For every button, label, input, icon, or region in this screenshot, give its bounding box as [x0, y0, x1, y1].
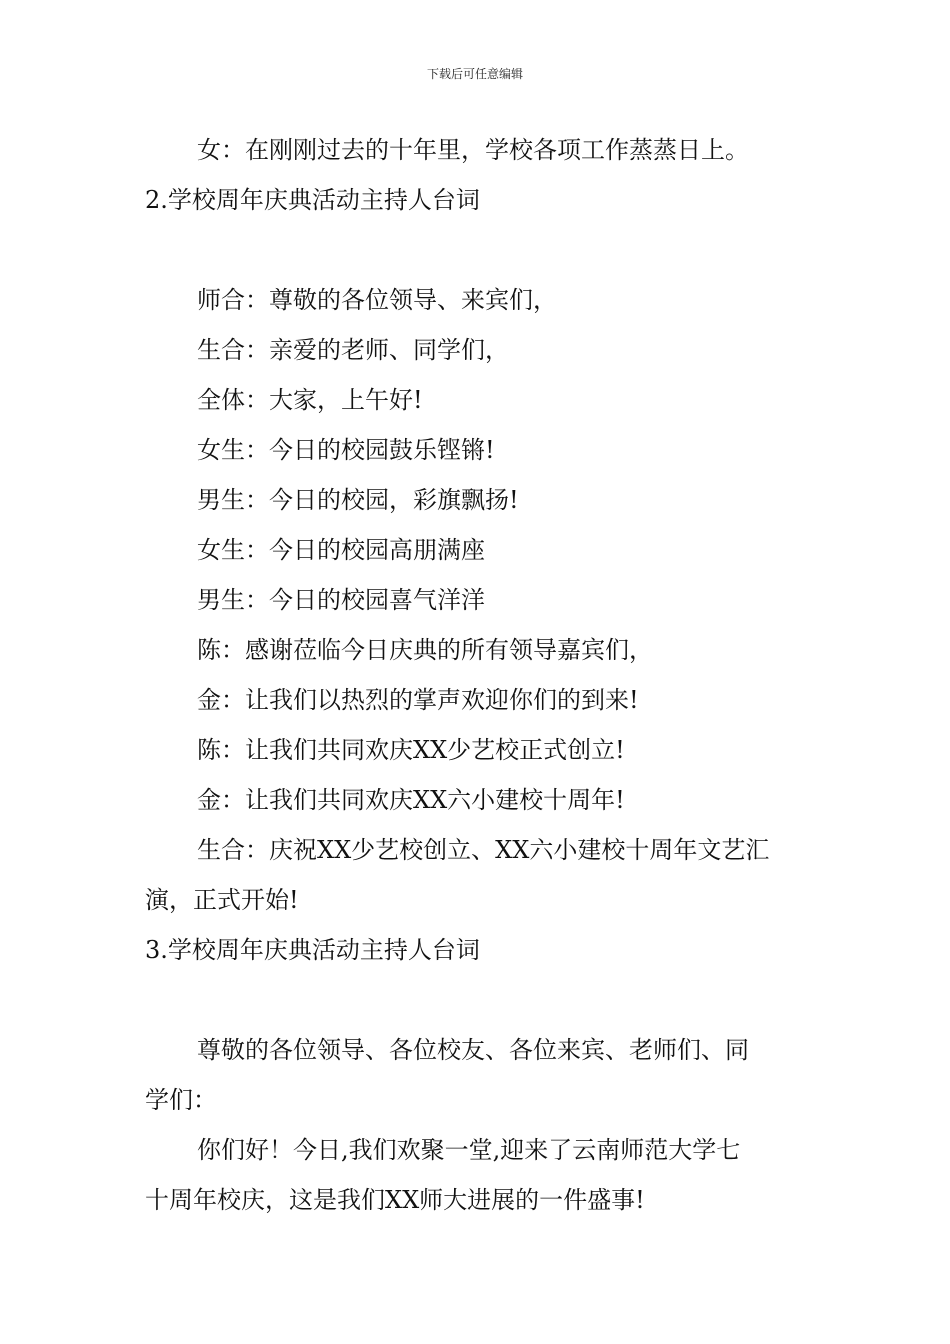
- paragraph-line: 尊敬的各位领导、各位校友、各位来宾、老师们、同: [197, 1036, 749, 1064]
- script-line: 金：让我们以热烈的掌声欢迎你们的到来!: [197, 686, 639, 714]
- blank-line: [145, 225, 809, 275]
- blank-line: [145, 975, 809, 1025]
- script-line: 金：让我们共同欢庆XX六小建校十周年!: [197, 786, 625, 814]
- script-line: 全体：大家，上午好!: [197, 386, 423, 414]
- script-line: 女生：今日的校园鼓乐铿锵!: [197, 436, 495, 464]
- paragraph-line-continuation: 学们：: [145, 1086, 217, 1114]
- script-line: 陈：感谢莅临今日庆典的所有领导嘉宾们，: [197, 636, 653, 664]
- script-line: 生合：亲爱的老师、同学们，: [197, 336, 509, 364]
- section-2-heading: 2.学校周年庆典活动主持人台词: [145, 186, 480, 214]
- script-line: 师合：尊敬的各位领导、来宾们，: [197, 286, 557, 314]
- paragraph-line: 女：在刚刚过去的十年里，学校各项工作蒸蒸日上。: [197, 136, 749, 164]
- script-line-continuation: 演，正式开始!: [145, 886, 299, 914]
- script-line: 女生：今日的校园高朋满座: [197, 536, 485, 564]
- paragraph-line-continuation: 十周年校庆，这是我们XX师大进展的一件盛事!: [145, 1186, 645, 1214]
- page-header: 下载后可任意编辑: [426, 67, 523, 81]
- paragraph-line: 你们好！今日,我们欢聚一堂,迎来了云南师范大学七: [197, 1136, 741, 1164]
- document-body: [145, 125, 809, 1225]
- script-line: 男生：今日的校园，彩旗飘扬!: [197, 486, 519, 514]
- script-line: 陈：让我们共同欢庆XX少艺校正式创立!: [197, 736, 625, 764]
- script-line: 生合：庆祝XX少艺校创立、XX六小建校十周年文艺汇: [197, 836, 770, 864]
- section-3-heading: 3.学校周年庆典活动主持人台词: [145, 936, 480, 964]
- script-line: 男生：今日的校园喜气洋洋: [197, 586, 485, 614]
